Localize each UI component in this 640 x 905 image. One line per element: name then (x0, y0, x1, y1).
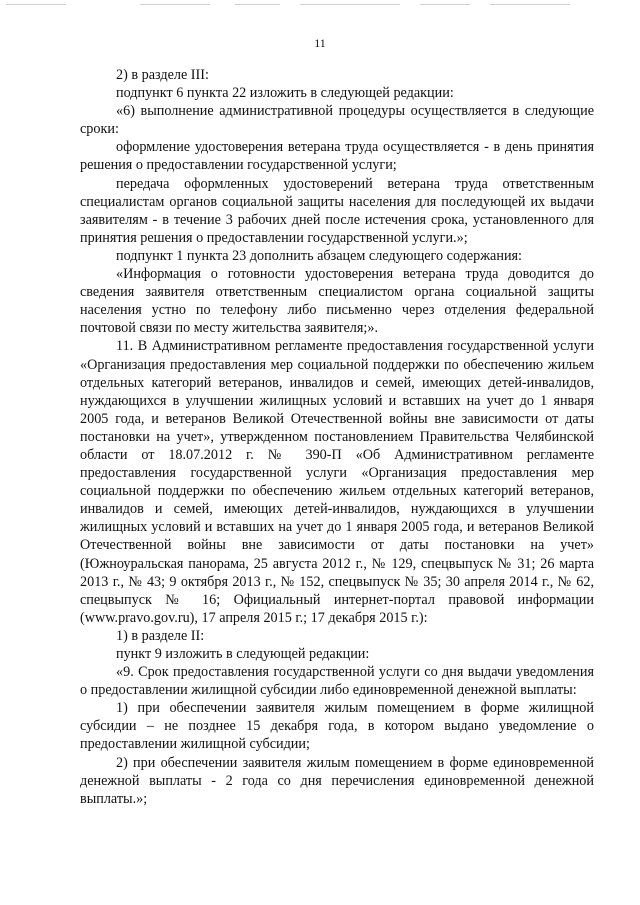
page-number: 11 (314, 36, 326, 50)
paragraph: подпункт 1 пункта 23 дополнить абзацем следующего содержания: (116, 247, 522, 264)
paragraph: 2) в разделе III: (116, 67, 209, 83)
document-body (80, 66, 594, 808)
paragraph: 11. В Административном регламенте предоставления государственной услуги «Организация предоставления мер социальной поддержки по обеспечению жильем отдельных категорий ветеранов, инвалидов и семей, имеющих детей-инвалидов, нуждающихся в улучшении жилищных условий и вставших на учет до 1 января 2005 года, и ветеранов Великой Отечественной войны вне зависимости от даты постановки на учет», утвержденном постановлением Правительства Челябинской области от 18.07.2012 г. № 390-П «Об Административном регламенте предоставления государственной услуги «Организация предоставления мер социальной поддержки по обеспечению жильем отдельных категорий ветеранов, инвалидов и семей, имеющих детей-инвалидов, нуждающихся в улучшении жилищных условий и вставших на учет до 1 января 2005 года, и ветеранов Великой Отечественной войны вне зависимости от даты постановки на учет» (Южноуральская панорама, 25 августа 2012 г., № 129, спецвыпуск № 31; 26 марта 2013 г., № 43; 9 октября 2013 г., № 152, спецвыпуск № 35; 30 апреля 2014 г., № 62, спецвыпуск № 16; Официальный интернет-портал правовой информации (www.pravo.gov.ru), 17 апреля 2015 г.; 17 декабря 2015 г.): (80, 338, 594, 626)
paragraph: подпункт 6 пункта 22 изложить в следующей редакции: (116, 85, 454, 102)
paragraph: «Информация о готовности удостоверения ветерана труда доводится до сведения заявителя ответственным специалистом органа социальной защиты населения устно по телефону либо письменно через отделения федеральной почтовой связи по месту жительства заявителя;». (80, 266, 594, 337)
paragraph: оформление удостоверения ветерана труда осуществляется - в день принятия решения о предоставлении государственной услуги; (80, 139, 594, 174)
paragraph: 2) при обеспечении заявителя жилым помещением в форме единовременной денежной выплаты - 2 года со дня перечисления единовременной денежной выплаты.»; (80, 754, 594, 807)
scan-header-strip (0, 0, 640, 14)
paragraph: 1) при обеспечении заявителя жилым помещением в форме жилищной субсидии – не позднее 15 декабря года, в котором выдано уведомление о предоставлении жилищной субсидии; (80, 700, 594, 753)
paragraph: «6) выполнение административной процедуры осуществляется в следующие сроки: (80, 103, 594, 138)
paragraph: 1) в разделе II: (116, 627, 205, 644)
paragraph: «9. Срок предоставления государственной услуги со дня выдачи уведомления о предоставлении жилищной субсидии либо единовременной денежной выплаты: (80, 664, 594, 699)
paragraph: передача оформленных удостоверений ветерана труда ответственным специалистам органов социальной защиты населения для последующей их выдачи заявителям - в течение 3 рабочих дней после истечения срока, установленного для принятия решения о предоставлении государственной услуги.»; (80, 175, 594, 246)
paragraph: пункт 9 изложить в следующей редакции: (116, 646, 370, 662)
